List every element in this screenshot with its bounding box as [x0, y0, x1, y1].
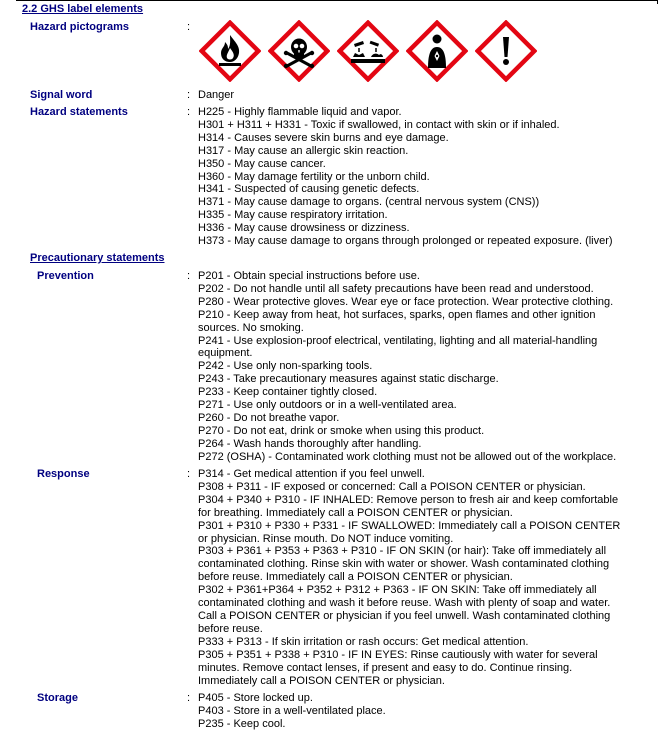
- hazard-statements-label: Hazard statements: [30, 106, 128, 118]
- response-line: before reuse.: [198, 622, 263, 635]
- prevention-colon: :: [187, 270, 191, 282]
- response-line: minutes. Remove contact lenses, if present and easy to do. Continue rinsing.: [198, 661, 573, 674]
- prevention-line: P201 - Obtain special instructions before use.: [198, 270, 420, 282]
- response-line: P304 + P340 + P310 - IF INHALED: Remove person to fresh air and keep comfortable: [198, 493, 619, 506]
- skull-crossbones-icon: [268, 20, 330, 82]
- signal-word-value-block: [198, 89, 648, 102]
- hazard-statement: H314 - Causes severe skin burns and eye damage.: [198, 131, 449, 144]
- prevention-label: Prevention: [37, 270, 94, 282]
- hazard-statement: H350 - May cause cancer.: [198, 157, 326, 170]
- prevention-line: P210 - Keep away from heat, hot surfaces, sparks, open flames and other ignition: [198, 308, 596, 321]
- hazard-statement: H373 - May cause damage to organs through prolonged or repeated exposure. (liver): [198, 235, 613, 248]
- prevention-line: P260 - Do not breathe vapor.: [198, 411, 340, 424]
- response-line: contaminated clothing and wash it before reuse. Wash with plenty of soap and water.: [198, 597, 611, 610]
- prevention-line: P202 - Do not handle until all safety precautions have been read and understood.: [198, 282, 594, 295]
- storage-line: P235 - Keep cool.: [198, 717, 286, 730]
- corrosion-icon: [337, 20, 399, 82]
- hazard-statement: H371 - May cause damage to organs. (central nervous system (CNS)): [198, 196, 540, 209]
- flame-icon: [199, 20, 261, 82]
- response-label: Response: [37, 468, 90, 480]
- response-line: Call a POISON CENTER or physician if you feel unwell. Wash contaminated clothing: [198, 609, 611, 622]
- storage-line: P403 - Store in a well-ventilated place.: [198, 704, 386, 717]
- response-line: for breathing. Immediately call a POISON CENTER or physician.: [198, 506, 513, 519]
- prevention-line: P272 (OSHA) - Contaminated work clothing must not be allowed out of the workplace.: [198, 450, 617, 463]
- prevention-list: [198, 270, 648, 464]
- hazard-pictograms-colon: :: [187, 21, 191, 33]
- hazard-statement: H335 - May cause respiratory irritation.: [198, 209, 388, 222]
- storage-label: Storage: [37, 692, 78, 704]
- prevention-line: P241 - Use explosion-proof electrical, ventilating, lighting and all material-handling: [198, 334, 598, 347]
- response-line: P308 + P311 - IF exposed or concerned: Call a POISON CENTER or physician.: [198, 480, 586, 493]
- signal-word-value: Danger: [198, 89, 235, 101]
- hazard-statement: H341 - Suspected of causing genetic defects.: [198, 183, 420, 196]
- prevention-line: P270 - Do not eat, drink or smoke when using this product.: [198, 424, 485, 437]
- hazard-statement: H336 - May cause drowsiness or dizziness.: [198, 222, 410, 235]
- prevention-line: P264 - Wash hands thoroughly after handling.: [198, 437, 422, 450]
- response-line: before reuse. Immediately call a POISON CENTER or physician.: [198, 571, 513, 584]
- response-line: P333 + P313 - If skin irritation or rash occurs: Get medical attention.: [198, 635, 529, 648]
- response-line: contaminated clothing. Rinse skin with water or shower. Wash contaminated clothing: [198, 558, 610, 571]
- hazard-statement: H301 + H311 + H331 - Toxic if swallowed, in contact with skin or if inhaled.: [198, 118, 560, 131]
- response-line: P305 + P351 + P338 + P310 - IF IN EYES: Rinse cautiously with water for several: [198, 648, 598, 661]
- prevention-line: P242 - Use only non-sparking tools.: [198, 360, 373, 373]
- response-colon: :: [187, 468, 191, 480]
- hazard-statement: H360 - May damage fertility or the unborn child.: [198, 170, 430, 183]
- precautionary-statements-title: Precautionary statements: [30, 252, 165, 264]
- storage-line: P405 - Store locked up.: [198, 692, 313, 704]
- prevention-line: P233 - Keep container tightly closed.: [198, 386, 378, 399]
- signal-word-label: Signal word: [30, 89, 93, 101]
- response-line: Immediately call a POISON CENTER or physician.: [198, 674, 445, 687]
- response-line: or physician. Rinse mouth. Do NOT induce vomiting.: [198, 532, 454, 545]
- hazard-statements-list: [198, 106, 648, 248]
- storage-list: [198, 692, 648, 731]
- hazard-statement: H225 - Highly flammable liquid and vapor.: [198, 106, 402, 118]
- exclamation-icon: [475, 20, 537, 82]
- section-right-rule: [657, 0, 658, 4]
- hazard-statements-colon: :: [187, 106, 191, 118]
- health-hazard-icon: [406, 20, 468, 82]
- prevention-line: equipment.: [198, 347, 253, 360]
- prevention-line: P271 - Use only outdoors or in a well-ventilated area.: [198, 399, 457, 412]
- prevention-line: P280 - Wear protective gloves. Wear eye or face protection. Wear protective clothing.: [198, 295, 614, 308]
- section-top-rule: [16, 0, 658, 1]
- response-line: P303 + P361 + P353 + P363 + P310 - IF ON SKIN (or hair): Take off immediately all: [198, 545, 607, 558]
- section-title: 2.2 GHS label elements: [22, 3, 144, 15]
- prevention-line: sources. No smoking.: [198, 321, 304, 334]
- response-line: P301 + P310 + P330 + P331 - IF SWALLOWED: Immediately call a POISON CENTER: [198, 519, 621, 532]
- hazard-pictograms-label: Hazard pictograms: [30, 21, 130, 33]
- signal-word-colon: :: [187, 89, 191, 101]
- storage-colon: :: [187, 692, 191, 704]
- response-line: P302 + P361+P364 + P352 + P312 + P363 - IF ON SKIN: Take off immediately all: [198, 584, 597, 597]
- response-list: [198, 468, 648, 687]
- response-line: P314 - Get medical attention if you feel unwell.: [198, 468, 425, 480]
- hazard-statement: H317 - May cause an allergic skin reaction.: [198, 144, 409, 157]
- prevention-line: P243 - Take precautionary measures against static discharge.: [198, 373, 499, 386]
